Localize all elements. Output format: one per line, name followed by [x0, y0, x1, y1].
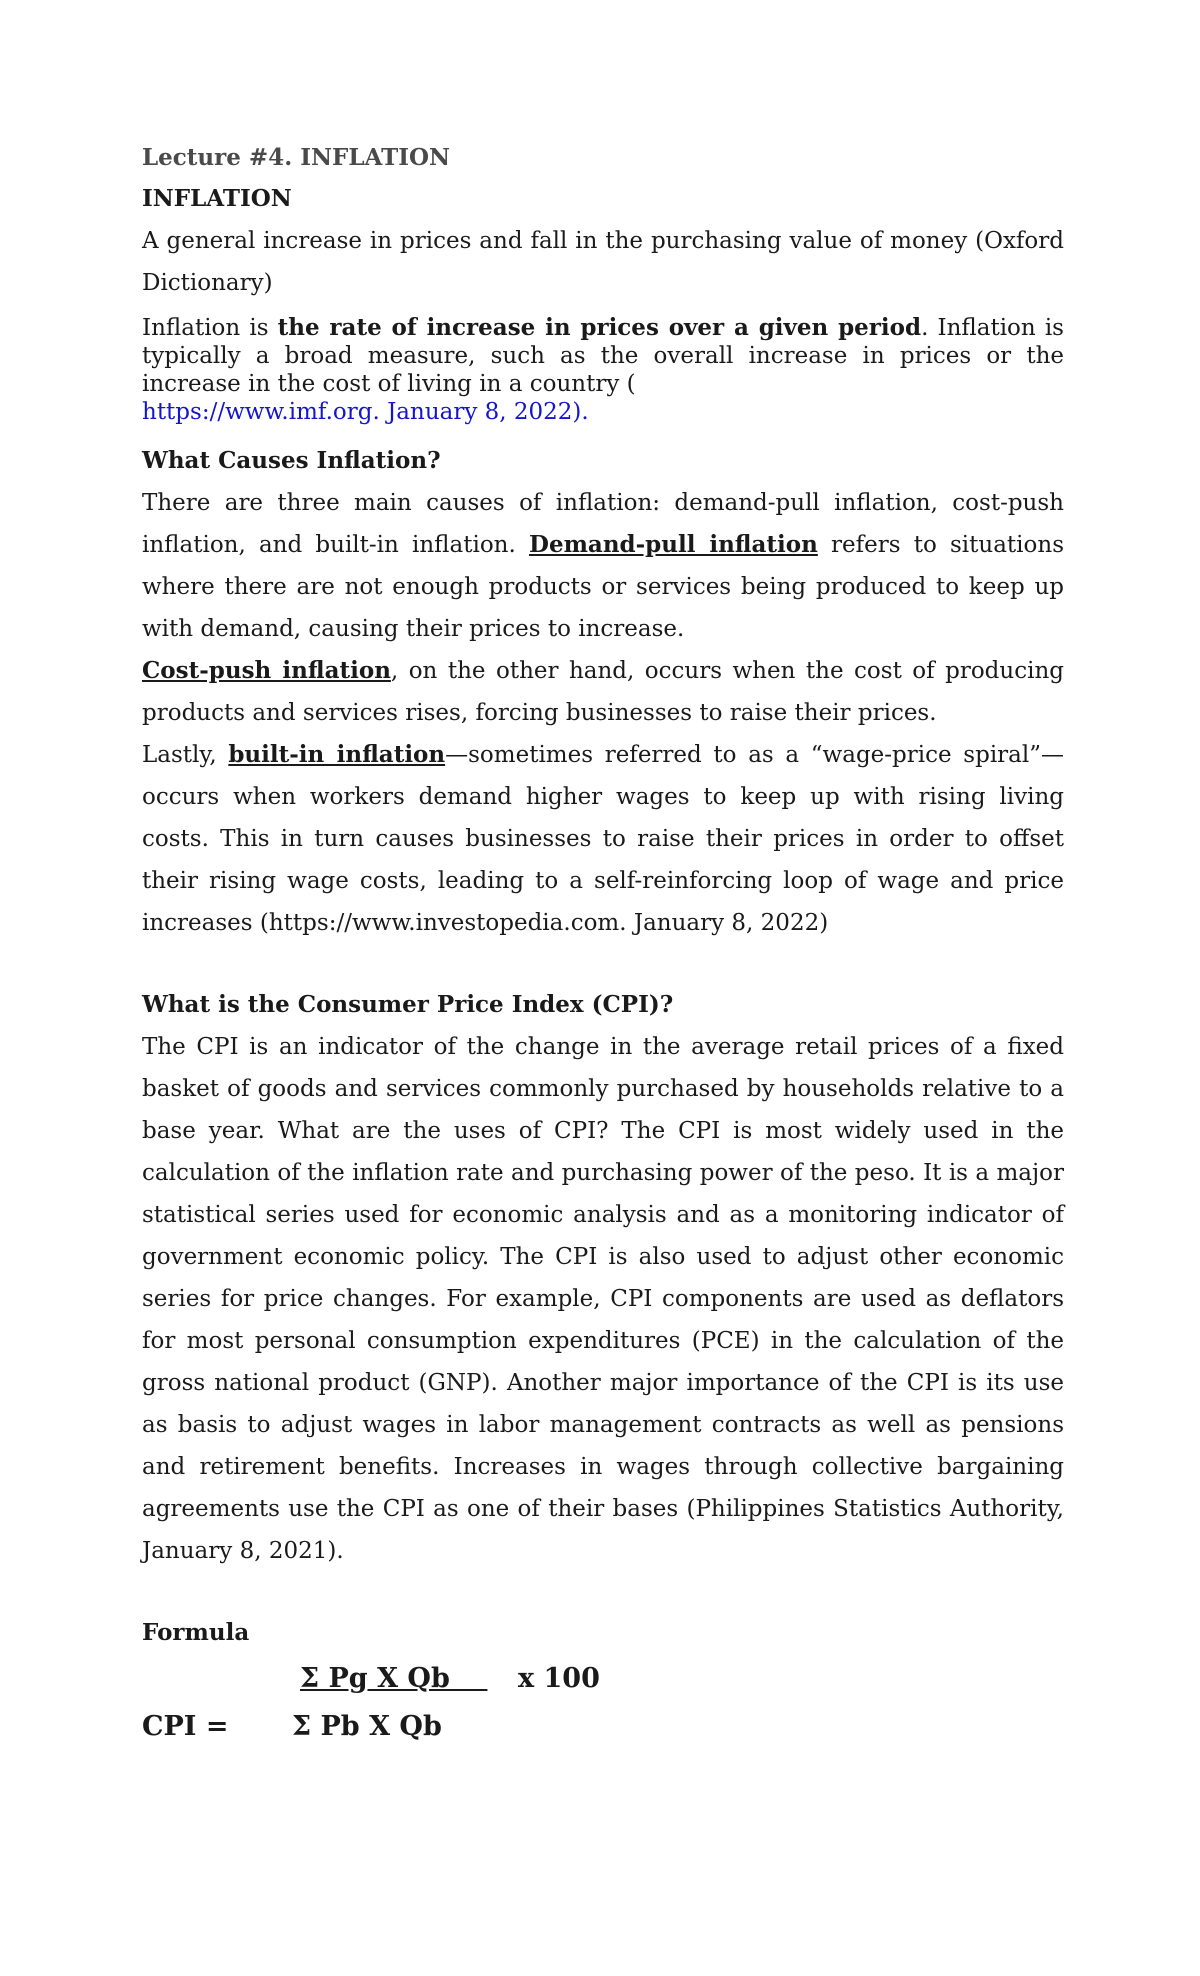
- definition-imf: [142, 314, 1064, 426]
- causes-p1-post: refers to situations where there are not enough products or services being produced to keep up with demand, causing their prices to increase.: [142, 532, 1064, 642]
- causes-heading: What Causes Inflation?: [142, 447, 441, 474]
- causes-p3-post: —sometimes referred to as a “wage-price spiral”—occurs when workers demand higher wages to keep up with rising living costs. This in turn causes businesses to raise their prices in order to offset their rising wage costs, leading to a self-reinforcing loop of wage and price increases (https://www.investopedia.com. January 8, 2022): [142, 742, 1064, 936]
- definition-imf-bold: the rate of increase in prices over a given period: [277, 314, 922, 341]
- causes-p3-pre: Lastly,: [142, 742, 229, 768]
- causes-paragraph-2: [142, 650, 1064, 734]
- causes-p1-text: There are three main causes of inflation: demand-pull inflation, cost-push inflation, and built-in inflation.: [142, 490, 1064, 558]
- lecture-title: Lecture #4. INFLATION: [142, 144, 451, 171]
- cpi-paragraph: The CPI is an indicator of the change in the average retail prices of a fixed basket of goods and services commonly purchased by households relative to a base year. What are the uses of CPI? The CPI is most widely used in the calculation of the inflation rate and purchasing power of the peso. It is a major statistical series used for economic analysis and as a monitoring indicator of government economic policy. The CPI is also used to adjust other economic series for price changes. For example, CPI components are used as deflators for most personal consumption expenditures (PCE) in the calculation of the gross national product (GNP). Another major importance of the CPI is its use as basis to adjust wages in labor management contracts as well as pensions and retirement benefits. Increases in wages through collective bargaining agreements use the CPI as one of their bases (Philippines Statistics Authority, January 8, 2021).: [142, 1034, 1064, 1564]
- document-body: [142, 138, 1064, 1768]
- formula-heading: Formula: [142, 1619, 250, 1646]
- formula-multiplier: x 100: [518, 1663, 600, 1694]
- term-built-in: built-in inflation: [228, 741, 446, 768]
- term-cost-push: Cost-push inflation: [142, 657, 391, 684]
- causes-p2-post: , on the other hand, occurs when the cost of producing products and services rises, forcing businesses to raise their prices.: [142, 658, 1064, 726]
- definition-imf-post: . Inflation is typically a broad measure, such as the overall increase in prices or the increase in the cost of living in a country (: [142, 315, 1064, 397]
- formula-lhs: CPI =: [142, 1711, 229, 1742]
- section-heading-inflation: INFLATION: [142, 185, 292, 212]
- definition-imf-pre: Inflation is: [142, 315, 278, 341]
- formula-numerator: Σ Pg X Qb: [300, 1663, 488, 1694]
- cpi-heading: What is the Consumer Price Index (CPI)?: [142, 991, 674, 1018]
- term-demand-pull: Demand-pull inflation: [529, 531, 818, 558]
- causes-paragraph-3: [142, 734, 1064, 944]
- definition-oxford: A general increase in prices and fall in the purchasing value of money (Oxford Dictionary): [142, 228, 1064, 296]
- imf-link[interactable]: https://www.imf.org. January 8, 2022).: [142, 399, 589, 425]
- cpi-formula: [142, 1658, 1064, 1768]
- causes-paragraph-1: [142, 482, 1064, 650]
- formula-denominator: Σ Pb X Qb: [292, 1711, 442, 1742]
